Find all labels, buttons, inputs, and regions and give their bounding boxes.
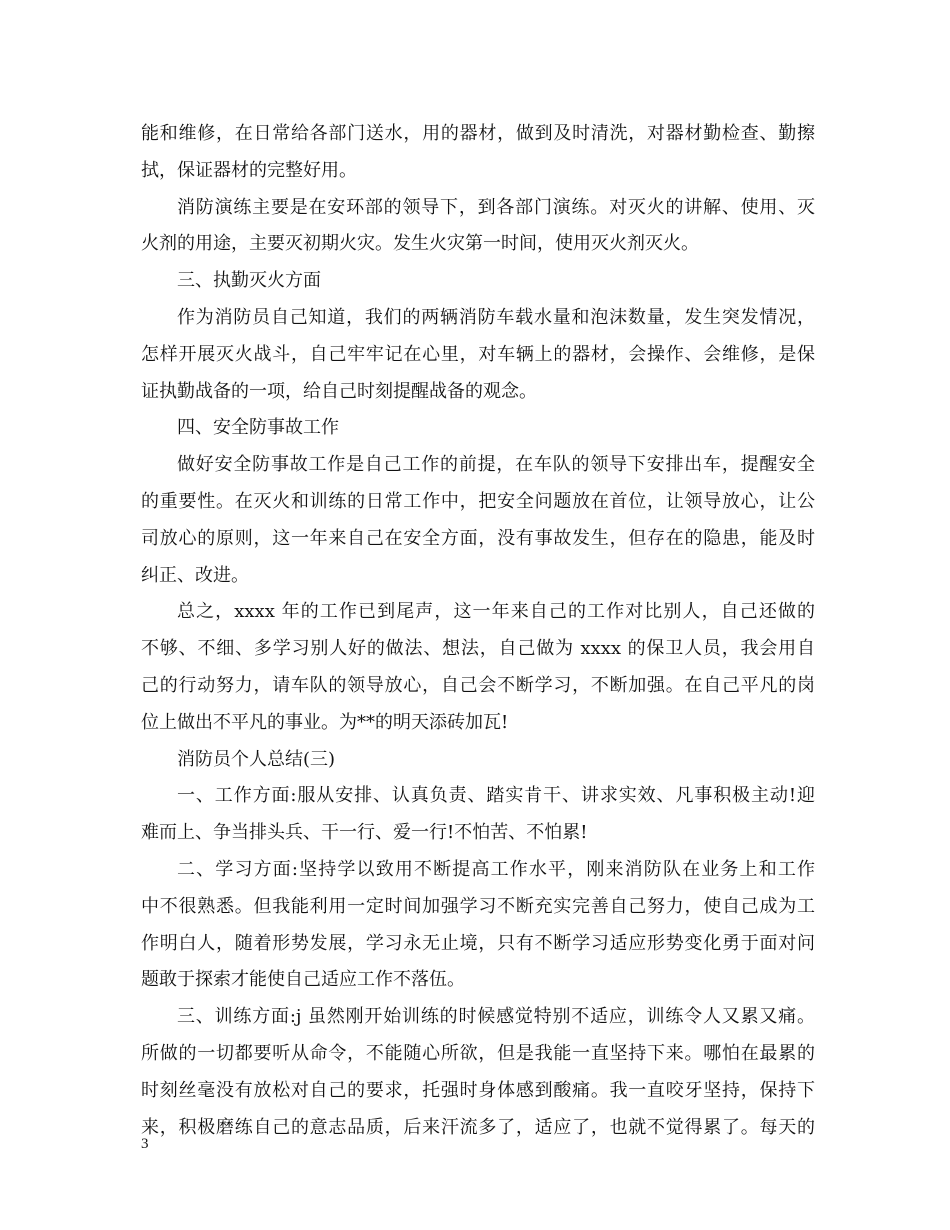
text-line: 二、学习方面:坚持学以致用不断提高工作水平，刚来消防队在业务上和工作 (177, 858, 815, 880)
text-line: 位上做出不平凡的事业。为**的明天添砖加瓦! (141, 711, 509, 733)
text-line: 题敢于探索才能使自己适应工作不落伍。 (141, 969, 465, 991)
text-line: 时刻丝毫没有放松对自己的要求，托强时身体感到酸痛。我一直咬牙坚持，保持下 (141, 1079, 815, 1101)
text-line: 做好安全防事故工作是自己工作的前提，在车队的领导下安排出车，提醒安全 (177, 454, 815, 476)
document-body (141, 116, 815, 1146)
text-line: 来，积极磨练自己的意志品质，后来汗流多了，适应了，也就不觉得累了。每天的 (141, 1116, 815, 1138)
text-line: 纠正、改进。 (141, 564, 249, 586)
text-line: 作明白人，随着形势发展，学习永无止境，只有不断学习适应形势变化勇于面对问 (141, 932, 815, 954)
text-line: 作为消防员自己知道，我们的两辆消防车载水量和泡沫数量，发生突发情况， (177, 306, 815, 328)
text-line: 消防员个人总结(三) (177, 748, 336, 770)
text-line: 的重要性。在灭火和训练的日常工作中，把安全问题放在首位，让领导放心，让公 (141, 490, 815, 512)
text-line: 火剂的用途，主要灭初期火灾。发生火灾第一时间，使用灭火剂灭火。 (141, 233, 699, 255)
text-line: 三、训练方面:j 虽然刚开始训练的时候感觉特别不适应，训练令人又累又痛。 (177, 1006, 815, 1028)
text-line: 一、工作方面:服从安排、认真负责、踏实肯干、讲求实效、凡事积极主动!迎 (177, 785, 815, 807)
text-line: 怎样开展灭火战斗，自己牢牢记在心里，对车辆上的器材，会操作、会维修，是保 (141, 343, 815, 365)
text-line: 能和维修，在日常给各部门送水，用的器材，做到及时清洗，对器材勤检查、勤擦 (141, 123, 815, 144)
text-line: 四、安全防事故工作 (177, 417, 339, 439)
text-line: 消防演练主要是在安环部的领导下，到各部门演练。对灭火的讲解、使用、灭 (177, 196, 815, 218)
text-line: 司放心的原则，这一年来自己在安全方面，没有事故发生，但存在的隐患，能及时 (141, 527, 815, 549)
text-line: 拭，保证器材的完整好用。 (141, 159, 357, 181)
page-number: 3 (141, 1136, 149, 1152)
text-line: 三、执勤灭火方面 (177, 270, 321, 292)
text-line: 总之，xxxx 年的工作已到尾声，这一年来自己的工作对比别人，自己还做的 (177, 601, 815, 623)
text-line: 证执勤战备的一项，给自己时刻提醒战备的观念。 (141, 380, 537, 402)
text-line: 中不很熟悉。但我能利用一定时间加强学习不断充实完善自己努力，使自己成为工 (141, 895, 815, 917)
text-line: 难而上、争当排头兵、干一行、爱一行!不怕苦、不怕累! (141, 822, 588, 844)
text-line: 所做的一切都要听从命令，不能随心所欲，但是我能一直坚持下来。哪怕在最累的 (141, 1042, 815, 1064)
text-line: 不够、不细、多学习别人好的做法、想法，自己做为 xxxx 的保卫人员，我会用自 (141, 638, 815, 660)
text-line: 己的行动努力，请车队的领导放心，自己会不断学习，不断加强。在自己平凡的岗 (141, 674, 815, 696)
